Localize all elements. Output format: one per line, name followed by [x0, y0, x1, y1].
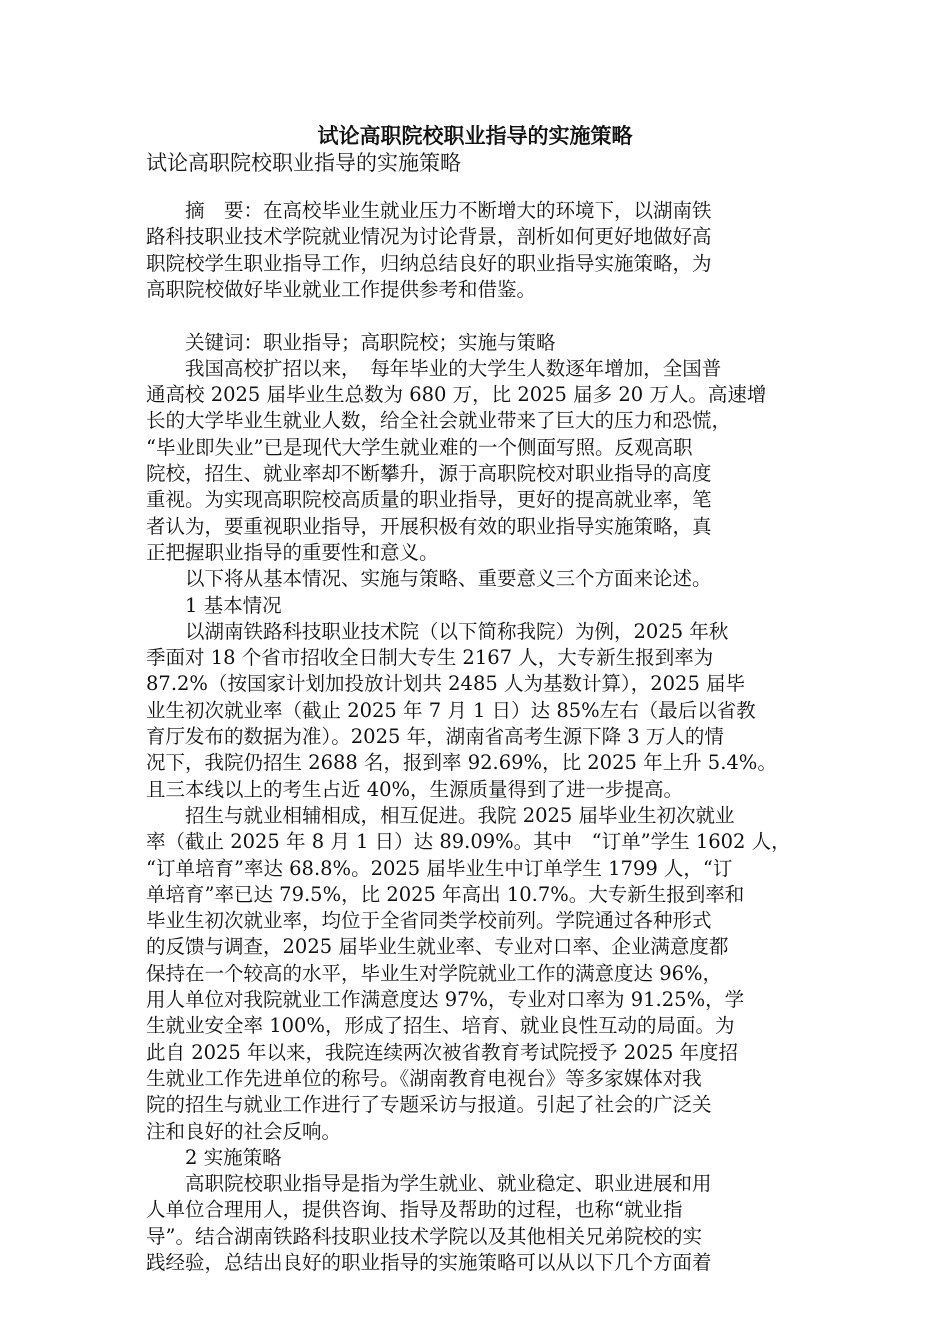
body-line: 1 基本情况: [146, 593, 282, 617]
body-line: 以下将从基本情况、实施与策略、重要意义三个方面来论述。: [146, 567, 712, 591]
body-line: 职院校学生职业指导工作，归纳总结良好的职业指导实施策略，为: [146, 251, 712, 275]
body-line: 高职院校做好毕业就业工作提供参考和借鉴。: [146, 277, 537, 301]
body-line: 院的招生与就业工作进行了专题采访与报道。引起了社会的广泛关: [146, 1093, 712, 1117]
body-line: 用人单位对我院就业工作满意度达 97%，专业对口率为 91.25%，学: [146, 988, 745, 1011]
body-line: 单培育”率已达 79.5%，比 2025 年高出 10.7%。大专新生报到率和: [146, 882, 745, 906]
body-line: 践经验，总结出良好的职业指导的实施策略可以从以下几个方面着: [146, 1251, 712, 1274]
body-line: 育厅发布的数据为准）。2025 年，湖南省高考生源下降 3 万人的情: [146, 725, 724, 748]
body-line: 此自 2025 年以来，我院连续两次被省教育考试院授予 2025 年度招: [146, 1040, 739, 1064]
body-line: 87.2%（按国家计划加投放计划共 2485 人为基数计算），2025 届毕: [146, 672, 746, 696]
body-line: 招生与就业相辅相成，相互促进。我院 2025 届毕业生初次就业: [146, 803, 735, 827]
document-subtitle: 试论高职院校职业指导的实施策略: [146, 151, 461, 175]
body-line: 业生初次就业率（截止 2025 年 7 月 1 日）达 85%左右（最后以省教: [146, 698, 756, 722]
body-line: 且三本线以上的考生占近 40%，生源质量得到了进一步提高。: [146, 777, 684, 801]
body-line: “毕业即失业”已是现代大学生就业难的一个侧面写照。反观高职: [146, 435, 693, 459]
body-line: 况下，我院仍招生 2688 名，报到率 92.69%，比 2025 年上升 5.4%。: [146, 751, 777, 775]
body-line: 正把握职业指导的重要性和意义。: [146, 540, 439, 564]
body-line: 生就业工作先进单位的称号。《湖南教育电视台》等多家媒体对我: [146, 1066, 702, 1090]
body-line: 毕业生初次就业率，均位于全省同类学校前列。学院通过各种形式: [146, 909, 712, 933]
body-line: 我国高校扩招以来， 每年毕业的大学生人数逐年增加，全国普: [146, 356, 722, 380]
body-line: 率（截止 2025 年 8 月 1 日）达 89.09%。其中 “订单”学生 1602 人，: [146, 830, 791, 854]
body-line: 通高校 2025 届毕业生总数为 680 万，比 2025 届多 20 万人。高速增: [146, 383, 767, 407]
body-line: 人单位合理用人，提供咨询、指导及帮助的过程，也称“就业指: [146, 1198, 683, 1222]
body-line: 关键词：职业指导；高职院校；实施与策略: [146, 330, 556, 354]
body-line: 保持在一个较高的水平，毕业生对学院就业工作的满意度达 96%，: [146, 961, 723, 985]
body-line: 注和良好的社会反响。: [146, 1119, 342, 1143]
body-line: “订单培育”率达 68.8%。2025 届毕业生中订单学生 1799 人，“订: [146, 856, 733, 880]
body-line: 重视。为实现高职院校高质量的职业指导，更好的提高就业率，笔: [146, 488, 712, 512]
body-line: 摘 要：在高校毕业生就业压力不断增大的环境下，以湖南铁: [146, 199, 712, 222]
body-line: 的反馈与调查，2025 届毕业生就业率、专业对口率、企业满意度都: [146, 935, 729, 959]
body-line: 长的大学毕业生就业人数，给全社会就业带来了巨大的压力和恐慌，: [146, 409, 732, 433]
body-line: 院校，招生、就业率却不断攀升，源于高职院校对职业指导的高度: [146, 462, 712, 485]
body-line: 者认为，要重视职业指导，开展积极有效的职业指导实施策略，真: [146, 514, 712, 538]
body-line: 路科技职业技术学院就业情况为讨论背景，剖析如何更好地做好高: [146, 225, 712, 249]
body-line: 2 实施策略: [146, 1145, 282, 1169]
document-title: 试论高职院校职业指导的实施策略: [317, 123, 633, 148]
body-line: 季面对 18 个省市招收全日制大专生 2167 人，大专新生报到率为: [146, 646, 714, 670]
body-line: 导”。结合湖南铁路科技职业技术学院以及其他相关兄弟院校的实: [146, 1224, 702, 1248]
body-line: 高职院校职业指导是指为学生就业、就业稳定、职业进展和用: [146, 1172, 712, 1196]
body-line: 以湖南铁路科技职业技术院（以下简称我院）为例，2025 年秋: [146, 619, 729, 643]
body-line: 生就业安全率 100%，形成了招生、培育、就业良性互动的局面。为: [146, 1014, 735, 1038]
